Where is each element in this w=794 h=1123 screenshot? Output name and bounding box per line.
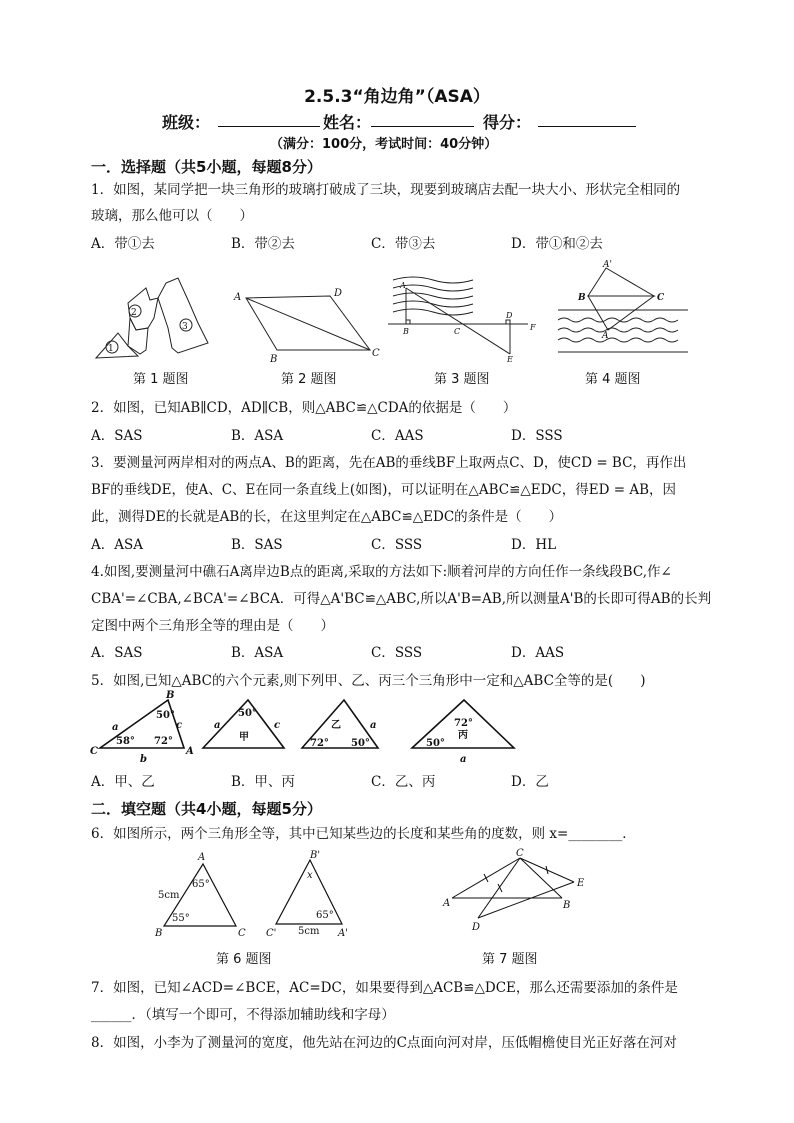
svg-text:B: B: [578, 293, 586, 303]
q5-jia-label: c: [274, 720, 281, 731]
q3-option-b[interactable]: B．SAS: [231, 537, 283, 553]
fig6-label: A': [338, 928, 348, 938]
svg-text:A: A: [400, 281, 406, 290]
q3-option-d[interactable]: D．HL: [511, 537, 557, 553]
fig7-triangles: [452, 858, 574, 918]
svg-text:B: B: [270, 354, 278, 363]
q3-text-3: 此，测得DE的长就是AB的长，在这里判定在△ABC≌△EDC的条件是（ ）: [91, 509, 563, 525]
fig6-angle: 55°: [172, 913, 190, 924]
q1-option-c[interactable]: C．带③去: [371, 236, 436, 252]
svg-text:E: E: [507, 355, 513, 363]
svg-text:A': A': [603, 260, 612, 270]
q1-option-a[interactable]: A．带①去: [91, 236, 155, 252]
svg-text:2: 2: [131, 308, 137, 318]
section-2-heading: 二．填空题（共4小题，每题5分）: [91, 800, 322, 818]
q4-option-b[interactable]: B．ASA: [231, 645, 284, 661]
q5-main-angle: 58°: [116, 736, 135, 747]
q5-yi-label: a: [370, 720, 377, 731]
svg-text:B: B: [403, 327, 409, 336]
name-label: 姓名：: [323, 113, 372, 132]
fig7-label: D: [472, 922, 481, 933]
fig2-parallelogram: [233, 288, 380, 363]
q2-option-c[interactable]: C．AAS: [371, 428, 424, 444]
score-label: 得分：: [483, 113, 532, 132]
fig7-label: C: [516, 848, 524, 859]
svg-text:C: C: [657, 293, 665, 303]
q5-option-b[interactable]: B．甲、丙: [231, 774, 295, 790]
q5-main-label: B: [166, 690, 175, 701]
q5-option-d[interactable]: D．乙: [511, 774, 549, 790]
q5-jia-angle: 50°: [238, 708, 257, 719]
q4-text-1: 4.如图,要测量河中礁石A离岸边B点的距离,采取的方法如下:顺着河岸的方向任作一条线段BC,作∠: [91, 564, 672, 580]
fig6-length: 5cm: [158, 890, 180, 901]
fig7-caption: 第 7 题图: [482, 952, 538, 967]
svg-text:D: D: [334, 288, 343, 299]
q5-figure: [88, 688, 518, 764]
q5-bing-label: a: [460, 754, 467, 764]
q3-option-a[interactable]: A．ASA: [91, 537, 143, 553]
q4-text-3: 定图中两个三角形全等的理由是（ ）: [91, 618, 334, 634]
q3-option-c[interactable]: C．SSS: [371, 537, 423, 553]
fig1-broken-glass: [96, 278, 208, 358]
figures-row-1: [88, 258, 688, 363]
q4-option-c[interactable]: C．SSS: [371, 645, 423, 661]
q2-option-a[interactable]: A．SAS: [91, 428, 143, 444]
fig4-caption: 第 4 题图: [585, 372, 641, 387]
figures-row-2: [150, 846, 630, 938]
q7-text-1: 7．如图，已知∠ACD=∠BCE，AC=DC，如果要得到△ACB≌△DCE，那么还需要添加的条件是: [91, 980, 678, 996]
svg-text:D: D: [506, 311, 513, 320]
q5-main-label: c: [176, 720, 183, 731]
q1-option-d[interactable]: D．带①和②去: [511, 236, 603, 252]
q5-jia-name: 甲: [239, 732, 249, 743]
fig6-label: B: [155, 928, 163, 938]
q2-text: 2．如图，已知AB∥CD，AD∥CB，则△ABC≌△CDA的依据是（ ）: [91, 400, 517, 416]
q4-option-d[interactable]: D．AAS: [511, 645, 565, 661]
fig6-label: B': [310, 850, 321, 861]
q5-main-angle: 50°: [156, 710, 175, 721]
q1-text-1: 1．如图，某同学把一块三角形的玻璃打破成了三块，现要到玻璃店去配一块大小、形状完全相同的: [91, 182, 681, 198]
q5-yi-name: 乙: [331, 720, 341, 731]
svg-text:1: 1: [108, 344, 114, 354]
fig3-caption: 第 3 题图: [434, 372, 490, 387]
q8-text-1: 8．如图，小李为了测量河的宽度，他先站在河边的C点面向河对岸，压低帽檐使目光正好落在河对: [91, 1035, 677, 1051]
fig6-angle: 65°: [316, 910, 334, 921]
q5-bing-angle: 50°: [426, 738, 445, 749]
fig1-caption: 第 1 题图: [133, 372, 189, 387]
q4-option-a[interactable]: A．SAS: [91, 645, 143, 661]
page-title: 2.5.3“角边角”（ASA）: [304, 87, 490, 107]
q5-option-a[interactable]: A．甲、乙: [91, 774, 155, 790]
q2-option-b[interactable]: B．ASA: [231, 428, 284, 444]
svg-text:C: C: [372, 348, 380, 359]
fig6-length: 5cm: [298, 926, 320, 937]
q5-bing-name: 丙: [458, 730, 468, 741]
fig6-caption: 第 6 题图: [216, 952, 272, 967]
fig7-label: B: [563, 900, 571, 911]
fig2-caption: 第 2 题图: [281, 372, 337, 387]
q5-main-label: C: [90, 746, 98, 757]
q5-main-label: A: [186, 746, 194, 757]
q5-bing-angle: 72°: [454, 718, 473, 729]
q7-text-2: ______．（填写一个即可，不得添加辅助线和字母）: [91, 1007, 395, 1023]
name-field[interactable]: [371, 112, 474, 131]
q5-main-label: b: [140, 754, 147, 764]
fig6-unknown-x: x: [307, 870, 313, 881]
fig3-river-measure: [388, 277, 536, 363]
fig4-reef: [558, 260, 688, 352]
q5-text: 5．如图,已知△ABC的六个元素,则下列甲、乙、丙三个三角形中一定和△ABC全等的是( ): [91, 673, 646, 689]
q5-yi-angle: 72°: [310, 738, 329, 749]
q4-text-2: CBA'=∠CBA,∠BCA'=∠BCA．可得△A'BC≌△ABC,所以A'B=AB,所以测量A'B的长即可得AB的长判: [91, 591, 712, 607]
q5-main-label: a: [112, 722, 119, 733]
q5-jia-label: a: [214, 720, 221, 731]
q5-main-angle: 72°: [154, 736, 173, 747]
class-label: 班级：: [162, 113, 211, 132]
q1-text-2: 玻璃，那么他可以（ ）: [91, 208, 253, 224]
fig6-label: C': [266, 928, 277, 938]
q3-text-2: BF的垂线DE，使A、C、E在同一条直线上(如图)，可以证明在△ABC≌△EDC，得ED = AB，因: [91, 482, 677, 498]
q3-text-1: 3．要测量河两岸相对的两点A、B的距离，先在AB的垂线BF上取两点C、D，使CD = BC，再作出: [91, 455, 687, 471]
fig6-angle: 65°: [192, 879, 210, 890]
q2-option-d[interactable]: D．SSS: [511, 428, 563, 444]
svg-text:A: A: [234, 292, 242, 303]
fig7-label: E: [577, 878, 585, 889]
q5-yi-angle: 50°: [351, 738, 370, 749]
q6-text: 6．如图所示，两个三角形全等，其中已知某些边的长度和某些角的度数，则 x=________．: [91, 826, 636, 842]
fig6-label: C: [238, 928, 246, 938]
score-field[interactable]: [538, 112, 636, 131]
svg-text:3: 3: [182, 322, 188, 332]
exam-info: （满分：100分，考试时间：40分钟）: [270, 137, 498, 152]
class-field[interactable]: [218, 112, 320, 131]
fig7-label: A: [443, 898, 451, 909]
svg-text:A: A: [602, 331, 609, 341]
svg-text:F: F: [530, 323, 536, 332]
fig6-label: A: [198, 852, 206, 863]
q1-option-b[interactable]: B．带②去: [231, 236, 295, 252]
svg-text:C: C: [454, 327, 461, 336]
q5-option-c[interactable]: C．乙、丙: [371, 774, 436, 790]
section-1-heading: 一．选择题（共5小题，每题8分）: [91, 158, 322, 176]
